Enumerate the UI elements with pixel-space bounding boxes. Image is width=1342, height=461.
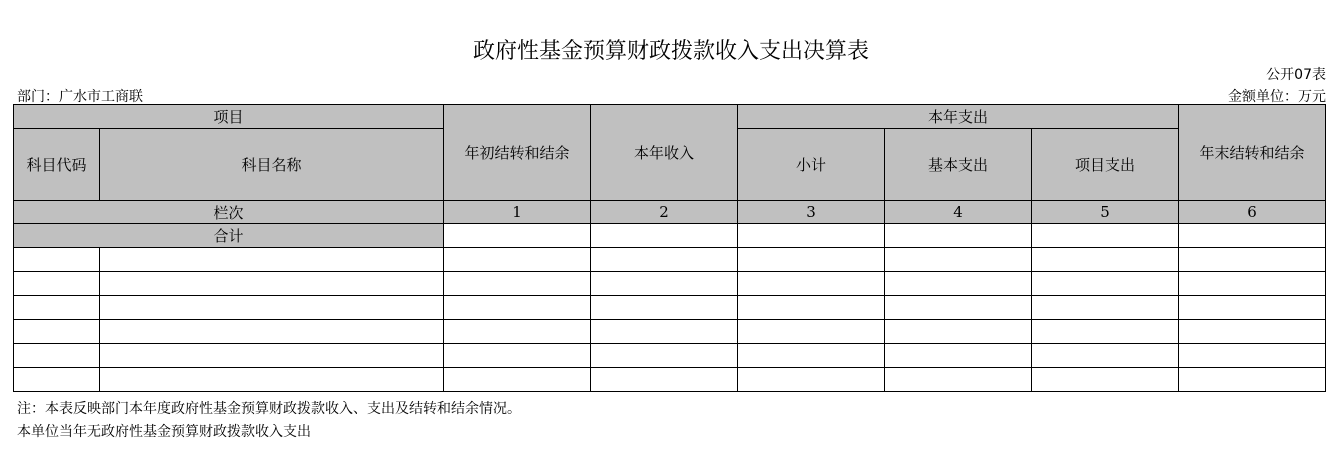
table-cell [444,368,591,392]
table-cell [738,296,885,320]
header-opening-balance: 年初结转和结余 [444,105,591,201]
table-cell [444,224,591,248]
table-cell [1032,368,1179,392]
table-cell [738,368,885,392]
table-cell [100,272,444,296]
header-code: 科目代码 [14,129,100,201]
table-cell [14,344,100,368]
column-number: 5 [1032,201,1179,224]
table-row [14,344,1326,368]
header-project: 项目 [14,105,444,129]
table-row [14,248,1326,272]
budget-table [13,104,1326,392]
table-cell [444,248,591,272]
header-name: 科目名称 [100,129,444,201]
table-cell [100,344,444,368]
table-cell [1179,368,1326,392]
table-cell [14,248,100,272]
table-cell [14,368,100,392]
table-row [14,272,1326,296]
header-income: 本年收入 [591,105,738,201]
table-note-secondary: 本单位当年无政府性基金预算财政拨款收入支出 [17,424,311,440]
table-cell [738,248,885,272]
table-cell [1032,272,1179,296]
table-cell [444,320,591,344]
table-cell [1179,224,1326,248]
table-cell [1179,248,1326,272]
total-label: 合计 [14,224,444,248]
table-cell [591,224,738,248]
table-cell [14,272,100,296]
column-number: 3 [738,201,885,224]
table-cell [885,248,1032,272]
table-cell [885,368,1032,392]
table-cell [738,344,885,368]
table-cell [100,320,444,344]
table-cell [591,248,738,272]
table-cell [1179,320,1326,344]
table-cell [885,320,1032,344]
table-row [14,320,1326,344]
table-cell [885,224,1032,248]
table-cell [591,344,738,368]
table-cell [100,248,444,272]
header-project-expenditure: 项目支出 [1032,129,1179,201]
table-cell [591,296,738,320]
header-closing-balance: 年末结转和结余 [1179,105,1326,201]
table-cell [885,296,1032,320]
header-basic: 基本支出 [885,129,1032,201]
table-cell [591,272,738,296]
table-note: 注：本表反映部门本年度政府性基金预算财政拨款收入、支出及结转和结余情况。 [17,401,521,417]
column-number: 2 [591,201,738,224]
table-cell [591,320,738,344]
column-row-label: 栏次 [14,201,444,224]
table-cell [1032,296,1179,320]
table-cell [1179,344,1326,368]
department-label: 部门：广水市工商联 [17,89,143,105]
table-cell [100,296,444,320]
table-cell [1032,320,1179,344]
table-cell [1032,248,1179,272]
column-number: 4 [885,201,1032,224]
table-cell [444,296,591,320]
table-cell [591,368,738,392]
table-cell [1032,344,1179,368]
table-cell [738,224,885,248]
table-row [14,368,1326,392]
amount-unit-label: 金额单位：万元 [1228,89,1326,105]
table-cell [885,344,1032,368]
table-cell [1032,224,1179,248]
table-cell [885,272,1032,296]
table-cell [1179,272,1326,296]
table-row [14,296,1326,320]
total-row [14,224,1326,248]
header-subtotal: 小计 [738,129,885,201]
header-expenditure: 本年支出 [738,105,1179,129]
table-cell [738,272,885,296]
table-cell [14,296,100,320]
report-title: 政府性基金预算财政拨款收入支出决算表 [472,39,869,64]
column-number-row [14,201,1326,224]
form-number: 公开07表 [1266,67,1326,83]
table-cell [1179,296,1326,320]
table-cell [14,320,100,344]
table-cell [444,344,591,368]
column-number: 1 [444,201,591,224]
table-cell [738,320,885,344]
table-cell [444,272,591,296]
column-number: 6 [1179,201,1326,224]
table-cell [100,368,444,392]
